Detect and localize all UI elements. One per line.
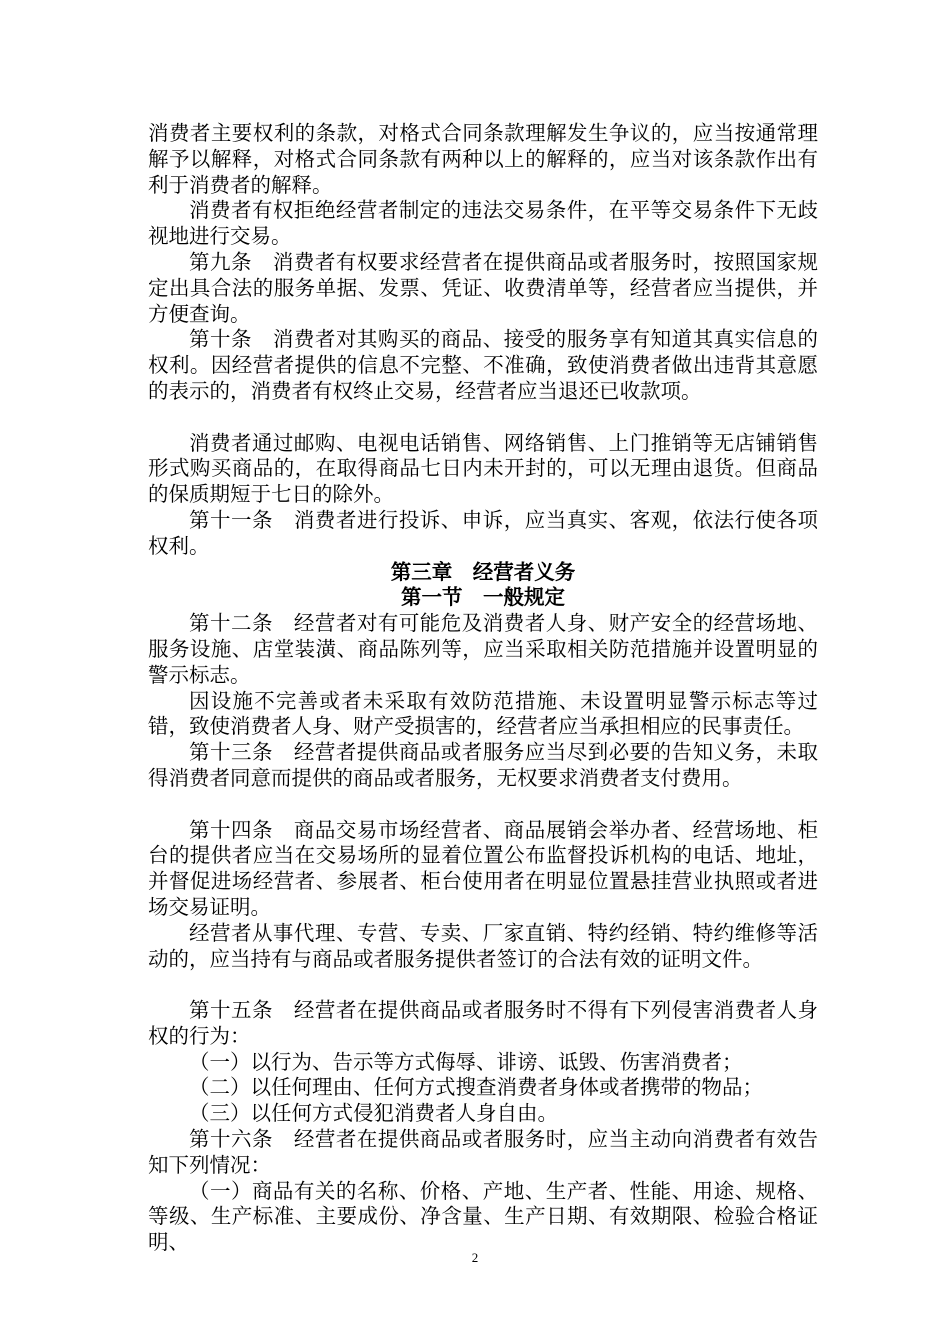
list-item: （二）以任何理由、任何方式搜查消费者身体或者携带的物品； <box>189 1075 763 1100</box>
list-item: （一）以行为、告示等方式侮辱、诽谤、诋毁、伤害消费者； <box>189 1049 743 1074</box>
page-number: 2 <box>471 1250 479 1265</box>
paragraph: 经营者从事代理、专营、专卖、厂家直销、特约经销、特约维修等活动的，应当持有与商品或者服务提供者签订的合法有效的证明文件。 <box>148 920 818 971</box>
article-15: 第十五条 经营者在提供商品或者服务时不得有下列侵害消费者人身权的行为： <box>148 998 818 1048</box>
list-item: （一）商品有关的名称、价格、产地、生产者、性能、用途、规格、等级、生产标准、主要成份、净含量、生产日期、有效期限、检验合格证明、 <box>148 1178 818 1255</box>
article-13: 第十三条 经营者提供商品或者服务应当尽到必要的告知义务，未取得消费者同意而提供的商品或者服务，无权要求消费者支付费用。 <box>148 740 818 790</box>
article-16: 第十六条 经营者在提供商品或者服务时，应当主动向消费者有效告知下列情况： <box>148 1127 818 1177</box>
article-9: 第九条 消费者有权要求经营者在提供商品或者服务时，按照国家规定出具合法的服务单据、发票、凭证、收费清单等，经营者应当提供，并方便查询。 <box>148 249 818 326</box>
article-11: 第十一条 消费者进行投诉、申诉，应当真实、客观，依法行使各项权利。 <box>148 507 818 558</box>
paragraph: 消费者有权拒绝经营者制定的违法交易条件，在平等交易条件下无歧视地进行交易。 <box>148 198 818 249</box>
chapter-title: 第三章 经营者义务 <box>390 559 576 584</box>
list-item: （三）以任何方式侵犯消费者人身自由。 <box>189 1101 558 1126</box>
article-12: 第十二条 经营者对有可能危及消费者人身、财产安全的经营场地、服务设施、店堂装潢、商品陈列等，应当采取相关防范措施并设置明显的警示标志。 <box>148 611 818 687</box>
article-14: 第十四条 商品交易市场经营者、商品展销会举办者、经营场地、柜台的提供者应当在交易场所的显着位置公布监督投诉机构的电话、地址，并督促进场经营者、参展者、柜台使用者在明显位置悬挂营业执照或者进场交易证明。 <box>148 817 818 919</box>
paragraph: 消费者通过邮购、电视电话销售、网络销售、上门推销等无店铺销售形式购买商品的，在取得商品七日内未开封的，可以无理由退货。但商品的保质期短于七日的除外。 <box>148 430 818 507</box>
section-title: 第一节 一般规定 <box>401 585 565 610</box>
document-body <box>148 121 818 1256</box>
article-10: 第十条 消费者对其购买的商品、接受的服务享有知道其真实信息的权利。因经营者提供的信息不完整、不准确，致使消费者做出违背其意愿的表示的，消费者有权终止交易，经营者应当退还已收款项。 <box>148 327 818 403</box>
paragraph: 因设施不完善或者未采取有效防范措施、未设置明显警示标志等过错，致使消费者人身、财产受损害的，经营者应当承担相应的民事责任。 <box>148 688 818 739</box>
paragraph-continuation: 消费者主要权利的条款，对格式合同条款理解发生争议的，应当按通常理解予以解释，对格式合同条款有两种以上的解释的，应当对该条款作出有利于消费者的解释。 <box>148 121 818 197</box>
